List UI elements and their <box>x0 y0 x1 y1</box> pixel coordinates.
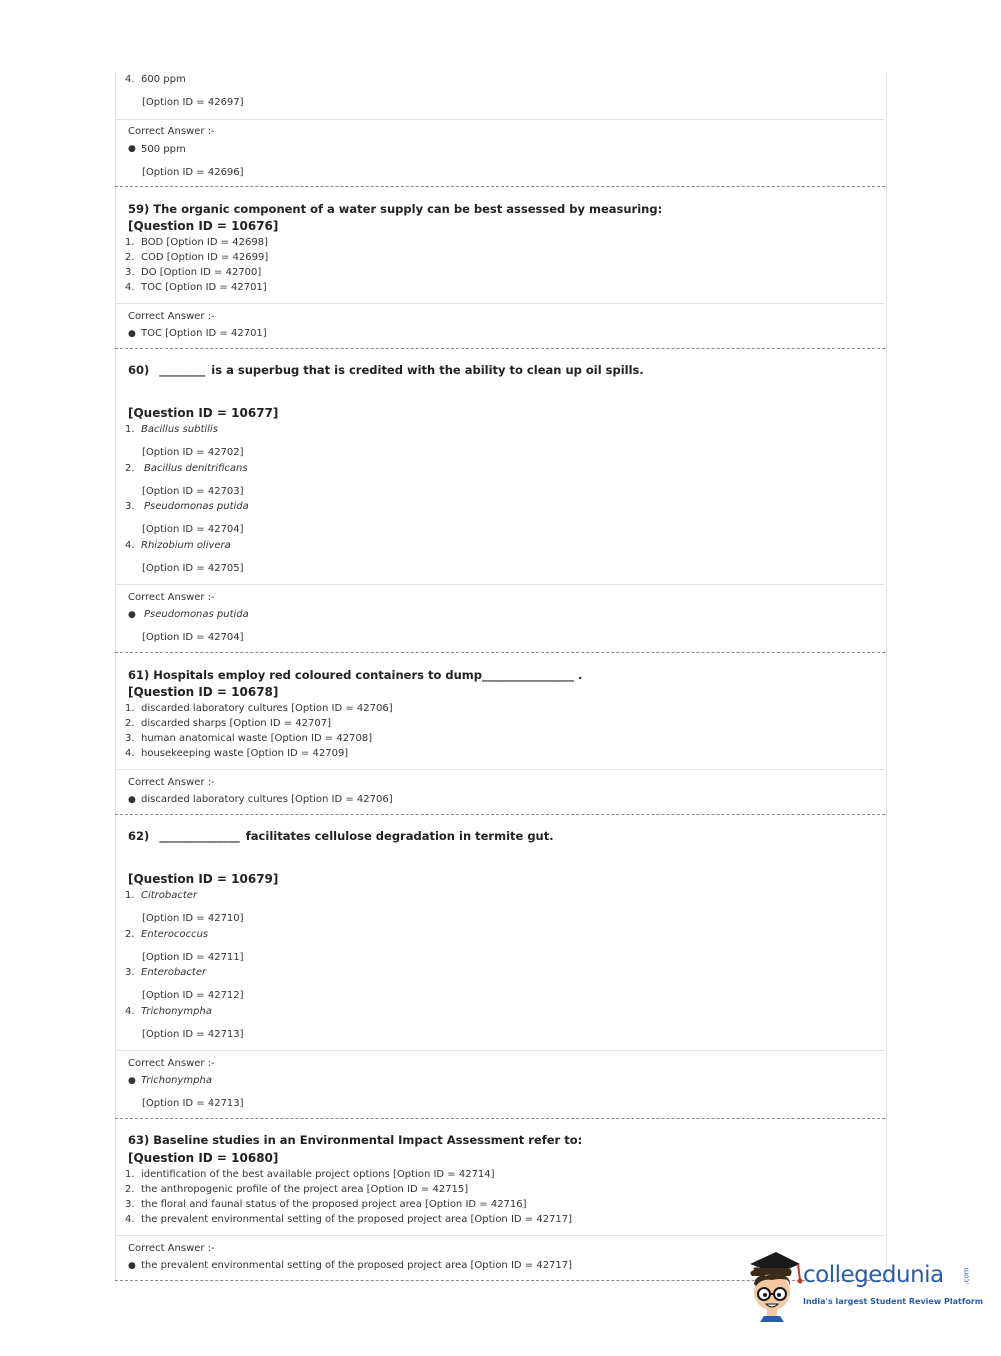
bullet-icon: ● <box>128 144 136 154</box>
option-text: Bacillus denitrificans <box>144 463 248 474</box>
correct-answer-text: Pseudomonas putida <box>144 609 249 620</box>
brand-domain: .com <box>962 1267 971 1285</box>
question-text: 63) Baseline studies in an Environmental Impact Assessment refer to: <box>128 1133 583 1147</box>
question-number: 60) <box>128 363 150 377</box>
correct-answer-label: Correct Answer :- <box>128 592 215 603</box>
question-blank: ______________ <box>159 829 240 843</box>
option-text: identification of the best available project options [Option ID = 42714] <box>141 1169 495 1180</box>
question-id: [Question ID = 10679] <box>128 872 279 886</box>
correct-answer-text: Trichonympha <box>141 1075 212 1086</box>
option-id: [Option ID = 42703] <box>142 486 244 497</box>
option-text: the prevalent environmental setting of the proposed project area [Option ID = 42717] <box>141 1214 573 1225</box>
option-number: 3. <box>125 733 135 744</box>
option-id: [Option ID = 42704] <box>142 524 244 535</box>
option-number: 1. <box>125 424 135 435</box>
option-id: [Option ID = 42712] <box>142 990 244 1001</box>
correct-answer-text: 500 ppm <box>141 144 186 155</box>
option-number: 3. <box>125 267 135 278</box>
option-id: [Option ID = 42713] <box>142 1029 244 1040</box>
option-text: Enterococcus <box>141 929 209 940</box>
divider <box>115 584 885 585</box>
correct-answer-label: Correct Answer :- <box>128 311 215 322</box>
option-number: 2. <box>125 463 135 474</box>
option-number: 1. <box>125 1169 135 1180</box>
option-number: 1. <box>125 703 135 714</box>
divider <box>115 119 885 120</box>
divider <box>115 769 885 770</box>
question-body: is a superbug that is credited with the ability to clean up oil spills. <box>211 363 644 377</box>
option-number: 4. <box>125 74 135 85</box>
option-id: [Option ID = 42697] <box>142 97 244 108</box>
bullet-icon: ● <box>128 795 136 805</box>
option-number: 1. <box>125 237 135 248</box>
option-text: the floral and faunal status of the proposed project area [Option ID = 42716] <box>141 1199 527 1210</box>
option-text: Trichonympha <box>141 1006 212 1017</box>
option-number: 1. <box>125 890 135 901</box>
question-text: 59) The organic component of a water supply can be best assessed by measuring: <box>128 202 663 216</box>
correct-answer-label: Correct Answer :- <box>128 126 215 137</box>
option-id: [Option ID = 42710] <box>142 913 244 924</box>
option-text: housekeeping waste [Option ID = 42709] <box>141 748 349 759</box>
bullet-icon: ● <box>128 610 136 620</box>
correct-answer-label: Correct Answer :- <box>128 1058 215 1069</box>
option-number: 3. <box>125 501 135 512</box>
option-number: 3. <box>125 1199 135 1210</box>
option-text: discarded sharps [Option ID = 42707] <box>141 718 331 729</box>
correct-answer-text: the prevalent environmental setting of the proposed project area [Option ID = 42717] <box>141 1260 573 1271</box>
option-number: 4. <box>125 540 135 551</box>
question-blank: ________ <box>159 363 206 377</box>
option-number: 4. <box>125 748 135 759</box>
bullet-icon: ● <box>128 1261 136 1271</box>
option-text: Enterobacter <box>141 967 207 978</box>
question-text <box>128 829 554 843</box>
option-id: [Option ID = 42704] <box>142 632 244 643</box>
option-id: [Option ID = 42696] <box>142 167 244 178</box>
option-number: 2. <box>125 252 135 263</box>
mascot-icon <box>742 1250 804 1322</box>
option-text: Pseudomonas putida <box>144 501 249 512</box>
brand-name: collegedunia <box>803 1262 944 1288</box>
option-id: [Option ID = 42702] <box>142 447 244 458</box>
option-text: TOC [Option ID = 42701] <box>141 282 267 293</box>
question-separator <box>115 348 885 349</box>
collegedunia-logo <box>742 1250 984 1322</box>
option-text: Rhizobium olivera <box>141 540 231 551</box>
divider <box>115 1235 885 1236</box>
option-number: 4. <box>125 282 135 293</box>
option-text: the anthropogenic profile of the project area [Option ID = 42715] <box>141 1184 469 1195</box>
option-number: 2. <box>125 718 135 729</box>
option-text: DO [Option ID = 42700] <box>141 267 262 278</box>
question-body: facilitates cellulose degradation in termite gut. <box>245 829 554 843</box>
option-number: 4. <box>125 1214 135 1225</box>
option-text: human anatomical waste [Option ID = 42708] <box>141 733 373 744</box>
correct-answer-label: Correct Answer :- <box>128 777 215 788</box>
option-text: discarded laboratory cultures [Option ID = 42706] <box>141 703 393 714</box>
option-id: [Option ID = 42713] <box>142 1098 244 1109</box>
question-id: [Question ID = 10676] <box>128 219 279 233</box>
question-id: [Question ID = 10678] <box>128 685 279 699</box>
question-text: 61) Hospitals employ red coloured containers to dump________________ . <box>128 668 583 682</box>
bullet-icon: ● <box>128 329 136 339</box>
correct-answer-text: TOC [Option ID = 42701] <box>141 328 267 339</box>
option-number: 3. <box>125 967 135 978</box>
question-separator <box>115 814 885 815</box>
option-text: COD [Option ID = 42699] <box>141 252 269 263</box>
correct-answer-label: Correct Answer :- <box>128 1243 215 1254</box>
question-id: [Question ID = 10677] <box>128 406 279 420</box>
divider <box>115 303 885 304</box>
option-number: 2. <box>125 929 135 940</box>
option-number: 4. <box>125 1006 135 1017</box>
question-number: 62) <box>128 829 150 843</box>
option-id: [Option ID = 42705] <box>142 563 244 574</box>
option-text: 600 ppm <box>141 74 186 85</box>
question-separator <box>115 186 885 187</box>
correct-answer-text: discarded laboratory cultures [Option ID = 42706] <box>141 794 393 805</box>
bullet-icon: ● <box>128 1076 136 1086</box>
option-text: Citrobacter <box>141 890 198 901</box>
option-text: BOD [Option ID = 42698] <box>141 237 268 248</box>
question-separator <box>115 652 885 653</box>
option-number: 2. <box>125 1184 135 1195</box>
option-id: [Option ID = 42711] <box>142 952 244 963</box>
brand-tagline: India's largest Student Review Platform <box>803 1297 984 1306</box>
divider <box>115 1050 885 1051</box>
option-text: Bacillus subtilis <box>141 424 218 435</box>
question-id: [Question ID = 10680] <box>128 1151 279 1165</box>
question-text <box>128 363 644 377</box>
question-separator <box>115 1118 885 1119</box>
